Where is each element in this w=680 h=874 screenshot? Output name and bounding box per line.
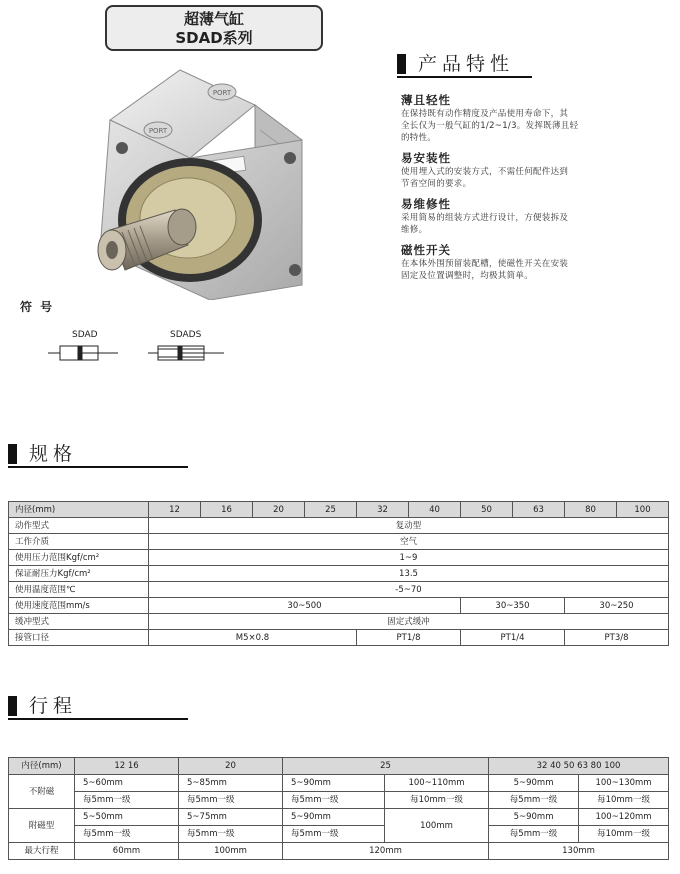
header-cell: 16 <box>201 502 253 518</box>
feature-desc-line: 全长仅为一般气缸的1/2~1/3。发挥既薄且轻 <box>401 121 579 131</box>
table-cell: 130mm <box>489 843 669 860</box>
row-label: 缓冲型式 <box>9 614 149 630</box>
table-cell: M5×0.8 <box>149 630 357 646</box>
table-cell: 每10mm一级 <box>385 792 489 809</box>
feature-title: 薄且轻性 <box>401 93 451 107</box>
table-row <box>9 775 669 792</box>
table-cell: 13.5 <box>149 566 669 582</box>
header-cell: 80 <box>565 502 617 518</box>
table-cell: 每5mm一级 <box>489 826 579 843</box>
table-row <box>9 534 669 550</box>
feature-title: 易安装性 <box>401 151 451 165</box>
header-cell: 25 <box>305 502 357 518</box>
symbol-label-sdads: SDADS <box>170 330 202 340</box>
features-header <box>397 54 514 74</box>
header-cell: 20 <box>253 502 305 518</box>
feature-title: 易维修性 <box>401 197 451 211</box>
row-label: 最大行程 <box>9 843 75 860</box>
feature-desc-line: 的特性。 <box>401 133 437 143</box>
row-label: 使用温度范围℃ <box>9 582 149 598</box>
table-cell: 5~75mm <box>179 809 283 826</box>
table-row <box>9 598 669 614</box>
table-row <box>9 792 669 809</box>
header-cell: 内径(mm) <box>9 758 75 775</box>
spec-heading: 规格 <box>29 443 78 465</box>
table-cell: 100~110mm <box>385 775 489 792</box>
table-row <box>9 630 669 646</box>
title-series: SDAD系列 <box>175 29 253 47</box>
feature-item <box>401 242 601 282</box>
table-cell: 1~9 <box>149 550 669 566</box>
table-cell: 100mm <box>179 843 283 860</box>
table-cell: 30~350 <box>461 598 565 614</box>
table-header-row <box>9 758 669 775</box>
row-label: 附磁型 <box>9 809 75 843</box>
feature-item <box>401 92 601 150</box>
row-label: 工作介质 <box>9 534 149 550</box>
title-main: 超薄气缸 <box>183 10 244 28</box>
table-cell: 30~250 <box>565 598 669 614</box>
spec-table <box>8 501 669 646</box>
table-cell: 每5mm一级 <box>283 826 385 843</box>
cylinder-product-image <box>70 60 310 300</box>
feature-desc-line: 采用简易的组装方式进行设计，方便装拆及 <box>401 213 569 223</box>
table-cell: 每5mm一级 <box>283 792 385 809</box>
table-cell: 每10mm一级 <box>579 792 669 809</box>
table-cell: 5~85mm <box>179 775 283 792</box>
table-cell: 5~90mm <box>283 809 385 826</box>
table-row <box>9 582 669 598</box>
features-heading: 产品特性 <box>418 53 515 75</box>
spec-header <box>8 444 77 464</box>
header-cell: 12 16 <box>75 758 179 775</box>
row-label: 使用速度范围mm/s <box>9 598 149 614</box>
table-cell: 每5mm一级 <box>75 792 179 809</box>
table-cell: 5~90mm <box>489 809 579 826</box>
header-cell: 63 <box>513 502 565 518</box>
header-cell: 20 <box>179 758 283 775</box>
feature-desc-line: 维修。 <box>401 225 428 235</box>
feature-desc-line: 使用埋入式的安装方式，不需任何配件达到 <box>401 167 569 177</box>
stroke-header <box>8 696 77 716</box>
port-label-2: PORT <box>148 127 168 135</box>
table-row <box>9 518 669 534</box>
stroke-table <box>8 757 669 860</box>
feature-item <box>401 196 601 242</box>
row-label: 使用压力范围Kgf/cm² <box>9 550 149 566</box>
feature-desc-line: 在本体外围预留装配槽，使磁性开关在安装 <box>401 259 569 269</box>
table-cell: 100~130mm <box>579 775 669 792</box>
stroke-heading: 行程 <box>29 695 78 717</box>
symbols-heading: 符 号 <box>20 300 55 314</box>
table-row <box>9 550 669 566</box>
table-row <box>9 826 669 843</box>
feature-list <box>401 92 601 282</box>
table-cell: 每5mm一级 <box>179 826 283 843</box>
row-label: 动作型式 <box>9 518 149 534</box>
features-underline <box>397 76 532 78</box>
spec-underline <box>8 466 188 468</box>
table-cell: PT1/4 <box>461 630 565 646</box>
table-cell: -5~70 <box>149 582 669 598</box>
table-cell: 5~50mm <box>75 809 179 826</box>
table-cell: 每5mm一级 <box>179 792 283 809</box>
feature-title: 磁性开关 <box>401 243 451 257</box>
feature-item <box>401 150 601 196</box>
table-header-row <box>9 502 669 518</box>
header-cell: 32 40 50 63 80 100 <box>489 758 669 775</box>
header-cell: 100 <box>617 502 669 518</box>
table-cell: 空气 <box>149 534 669 550</box>
header-cell: 内径(mm) <box>9 502 149 518</box>
header-cell: 25 <box>283 758 489 775</box>
table-cell: PT1/8 <box>357 630 461 646</box>
row-label: 不附磁 <box>9 775 75 809</box>
table-cell: 120mm <box>283 843 489 860</box>
table-row <box>9 614 669 630</box>
table-cell: PT3/8 <box>565 630 669 646</box>
pneumatic-symbols <box>48 342 228 364</box>
table-row <box>9 843 669 860</box>
feature-desc-line: 固定及位置调整时，均极其简单。 <box>401 271 534 281</box>
table-cell: 100~120mm <box>579 809 669 826</box>
header-cell: 32 <box>357 502 409 518</box>
table-cell: 60mm <box>75 843 179 860</box>
feature-desc-line: 节省空间的要求。 <box>401 179 472 189</box>
table-cell: 每10mm一级 <box>579 826 669 843</box>
table-row <box>9 566 669 582</box>
header-cell: 50 <box>461 502 513 518</box>
row-label: 接管口径 <box>9 630 149 646</box>
table-cell: 每5mm一级 <box>75 826 179 843</box>
table-cell: 固定式缓冲 <box>149 614 669 630</box>
port-label-1: PORT <box>212 89 232 97</box>
table-cell: 30~500 <box>149 598 461 614</box>
table-cell: 复动型 <box>149 518 669 534</box>
table-cell: 每5mm一级 <box>489 792 579 809</box>
table-cell: 5~90mm <box>283 775 385 792</box>
header-cell: 40 <box>409 502 461 518</box>
table-cell: 5~60mm <box>75 775 179 792</box>
table-cell: 5~90mm <box>489 775 579 792</box>
header-cell: 12 <box>149 502 201 518</box>
row-label: 保证耐压力Kgf/cm² <box>9 566 149 582</box>
symbol-label-sdad: SDAD <box>72 330 98 340</box>
title-box <box>105 5 323 51</box>
feature-desc-line: 在保持既有动作精度及产品使用寿命下，其 <box>401 109 569 119</box>
stroke-underline <box>8 718 188 720</box>
table-cell: 100mm <box>385 809 489 843</box>
table-row <box>9 809 669 826</box>
